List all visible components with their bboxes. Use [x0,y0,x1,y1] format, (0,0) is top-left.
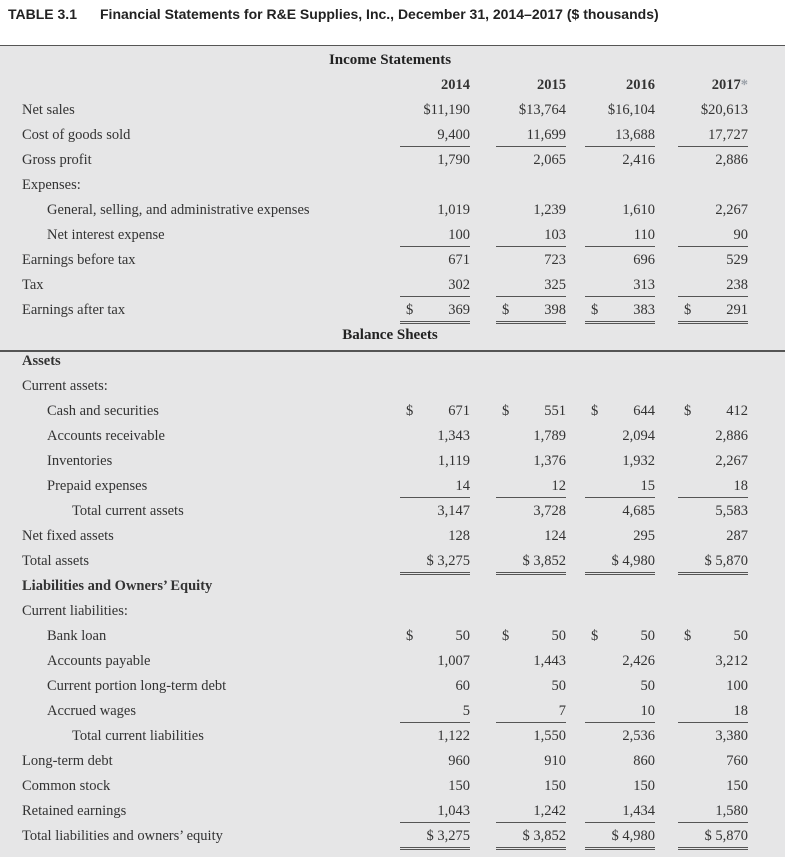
value-cell: 7 [496,703,566,723]
currency-symbol: $ [591,403,599,419]
value-cell: 1,239 [533,202,566,218]
value-cell: 124 [544,528,566,544]
value-cell [400,628,470,647]
table-row [0,375,785,400]
currency-symbol: $ [591,302,599,318]
year-header: 2015 [537,77,566,93]
cell-value: 671 [448,403,470,419]
value-cell: 1,119 [437,453,470,469]
value-cell: $ 4,980 [585,828,655,850]
value-cell: 3,380 [715,728,748,744]
table-row [0,500,785,525]
value-cell: 960 [448,753,470,769]
value-cell: 150 [448,778,470,794]
cell-value: 398 [544,302,566,318]
value-cell: 14 [400,478,470,498]
table-label: TABLE 3.1 [8,6,77,22]
year-header: 2016 [626,77,655,93]
cell-value: 369 [448,302,470,318]
row-label: Current assets: [22,378,108,394]
row-label: Bank loan [47,628,107,644]
row-label: Cash and securities [47,403,159,419]
value-cell: 2,536 [622,728,655,744]
row-label: Total assets [22,553,90,569]
value-cell: 150 [633,778,655,794]
table-row [0,450,785,475]
cell-value: 50 [551,628,566,644]
currency-symbol: $ [406,403,414,419]
value-cell: 2,416 [622,152,655,168]
value-cell: 1,242 [496,803,566,823]
value-cell: 1,789 [533,428,566,444]
value-cell: 100 [726,678,748,694]
row-label: Earnings after tax [22,302,126,318]
value-cell: $11,190 [423,102,470,118]
table-row [0,775,785,800]
value-cell [400,302,470,324]
row-label: Accrued wages [47,703,136,719]
row-label: Accounts payable [47,653,151,669]
row-label: Gross profit [22,152,92,168]
currency-symbol: $ [406,628,414,644]
value-cell: $ 4,980 [585,553,655,575]
value-cell: 15 [585,478,655,498]
year-header: 2014 [441,77,470,93]
table-row [0,800,785,825]
value-cell: 100 [400,227,470,247]
cell-value: 644 [633,403,655,419]
table-row [0,550,785,575]
value-cell: 50 [640,678,655,694]
row-label: Current portion long-term debt [47,678,227,694]
value-cell: 1,610 [622,202,655,218]
value-cell: 696 [633,252,655,268]
section-label: Liabilities and Owners’ Equity [22,578,213,594]
value-cell: 1,443 [533,653,566,669]
year-header [678,77,748,96]
value-cell [400,403,470,422]
table-row [0,600,785,625]
table-row [0,274,785,299]
currency-symbol: $ [502,628,510,644]
footnote-star: * [740,77,748,93]
value-cell [678,628,748,647]
income-heading: Income Statements [328,52,452,68]
table-row [0,174,785,199]
table-caption [8,6,659,30]
value-cell: 1,434 [585,803,655,823]
value-cell [496,403,566,422]
value-cell: 9,400 [400,127,470,147]
year-header-row [0,74,785,99]
value-cell: $ 3,852 [496,828,566,850]
value-cell: $ 5,870 [678,553,748,575]
value-cell [678,403,748,422]
row-label: Common stock [22,778,111,794]
value-cell: 2,886 [715,428,748,444]
table-row [0,199,785,224]
currency-symbol: $ [684,403,692,419]
cell-value: 412 [726,403,748,419]
value-cell: 723 [544,252,566,268]
value-cell: 3,728 [533,503,566,519]
table-row [0,575,785,600]
value-cell: $20,613 [700,102,748,118]
row-label: Current liabilities: [22,603,128,619]
value-cell: $ 5,870 [678,828,748,850]
table-row [0,99,785,124]
value-cell: 295 [633,528,655,544]
value-cell: $ 3,275 [400,553,470,575]
table-row [0,825,785,850]
cell-value: 551 [544,403,566,419]
value-cell: 11,699 [496,127,566,147]
row-label: Long-term debt [22,753,113,769]
table-title: Financial Statements for R&E Supplies, Inc., December 31, 2014–2017 ($ thousands) [100,6,659,22]
cell-value: 383 [633,302,655,318]
value-cell: 5 [400,703,470,723]
value-cell: 1,007 [437,653,470,669]
value-cell: 2,267 [715,453,748,469]
row-label: Tax [22,277,44,293]
table-row [0,475,785,500]
value-cell: 671 [448,252,470,268]
value-cell: 313 [585,277,655,297]
value-cell: 3,147 [437,503,470,519]
value-cell: 238 [678,277,748,297]
value-cell: $16,104 [607,102,655,118]
value-cell: 50 [551,678,566,694]
table-row [0,675,785,700]
table-row [0,224,785,249]
value-cell: 3,212 [715,653,748,669]
section-label: Assets [22,353,61,369]
value-cell [585,302,655,324]
table-row [0,124,785,149]
row-label: Earnings before tax [22,252,136,268]
value-cell: 1,043 [400,803,470,823]
table-row [0,625,785,650]
cell-value: 50 [455,628,470,644]
table-row [0,750,785,775]
value-cell [678,302,748,324]
table-row [0,350,785,375]
value-cell: 2,094 [622,428,655,444]
value-cell: 325 [496,277,566,297]
value-cell: $ 3,275 [400,828,470,850]
value-cell: 90 [678,227,748,247]
value-cell: 2,886 [715,152,748,168]
table-row [0,525,785,550]
value-cell: 60 [455,678,470,694]
value-cell: 110 [585,227,655,247]
cell-value: 50 [640,628,655,644]
value-cell: 17,727 [678,127,748,147]
table-row [0,400,785,425]
value-cell: 1,122 [437,728,470,744]
table-row [0,249,785,274]
table-row [0,149,785,174]
value-cell: $ 3,852 [496,553,566,575]
value-cell: 150 [726,778,748,794]
value-cell: 1,550 [533,728,566,744]
value-cell: 18 [678,478,748,498]
value-cell: 13,688 [585,127,655,147]
value-cell: 2,065 [533,152,566,168]
row-label: Total current liabilities [72,728,204,744]
value-cell [496,628,566,647]
value-cell: 10 [585,703,655,723]
value-cell: 1,376 [533,453,566,469]
value-cell: 128 [448,528,470,544]
year-header-label: 2017 [711,77,741,93]
row-label: Retained earnings [22,803,127,819]
value-cell: 12 [496,478,566,498]
value-cell: 4,685 [622,503,655,519]
value-cell: 287 [726,528,748,544]
row-label: Cost of goods sold [22,127,131,143]
value-cell: 1,580 [678,803,748,823]
value-cell: 302 [400,277,470,297]
currency-symbol: $ [684,628,692,644]
value-cell: 1,343 [437,428,470,444]
row-label: Net fixed assets [22,528,114,544]
row-label: Inventories [47,453,113,469]
value-cell: 760 [726,753,748,769]
value-cell: 1,932 [622,453,655,469]
value-cell: 5,583 [715,503,748,519]
cell-value: 50 [733,628,748,644]
value-cell: 150 [544,778,566,794]
row-label: Net sales [22,102,75,118]
row-label: Accounts receivable [47,428,165,444]
value-cell: 18 [678,703,748,723]
value-cell: 2,267 [715,202,748,218]
value-cell: 860 [633,753,655,769]
value-cell [496,302,566,324]
table-row [0,425,785,450]
value-cell: 1,019 [437,202,470,218]
value-cell [585,628,655,647]
currency-symbol: $ [406,302,414,318]
row-label: Expenses: [22,177,81,193]
currency-symbol: $ [591,628,599,644]
currency-symbol: $ [502,403,510,419]
row-label: Total current assets [72,503,184,519]
currency-symbol: $ [684,302,692,318]
table-row [0,650,785,675]
value-cell: 910 [544,753,566,769]
value-cell: 103 [496,227,566,247]
currency-symbol: $ [502,302,510,318]
cell-value: 291 [726,302,748,318]
value-cell: 2,426 [622,653,655,669]
row-label: Prepaid expenses [47,478,148,494]
row-label: Total liabilities and owners’ equity [22,828,223,844]
table-row [0,299,785,324]
table-row [0,725,785,750]
row-label: General, selling, and administrative expenses [47,202,310,218]
row-label: Net interest expense [47,227,165,243]
value-cell: $13,764 [518,102,566,118]
value-cell: 1,790 [437,152,470,168]
table-row [0,700,785,725]
value-cell: 529 [726,252,748,268]
value-cell [585,403,655,422]
balance-heading: Balance Sheets [342,327,438,343]
